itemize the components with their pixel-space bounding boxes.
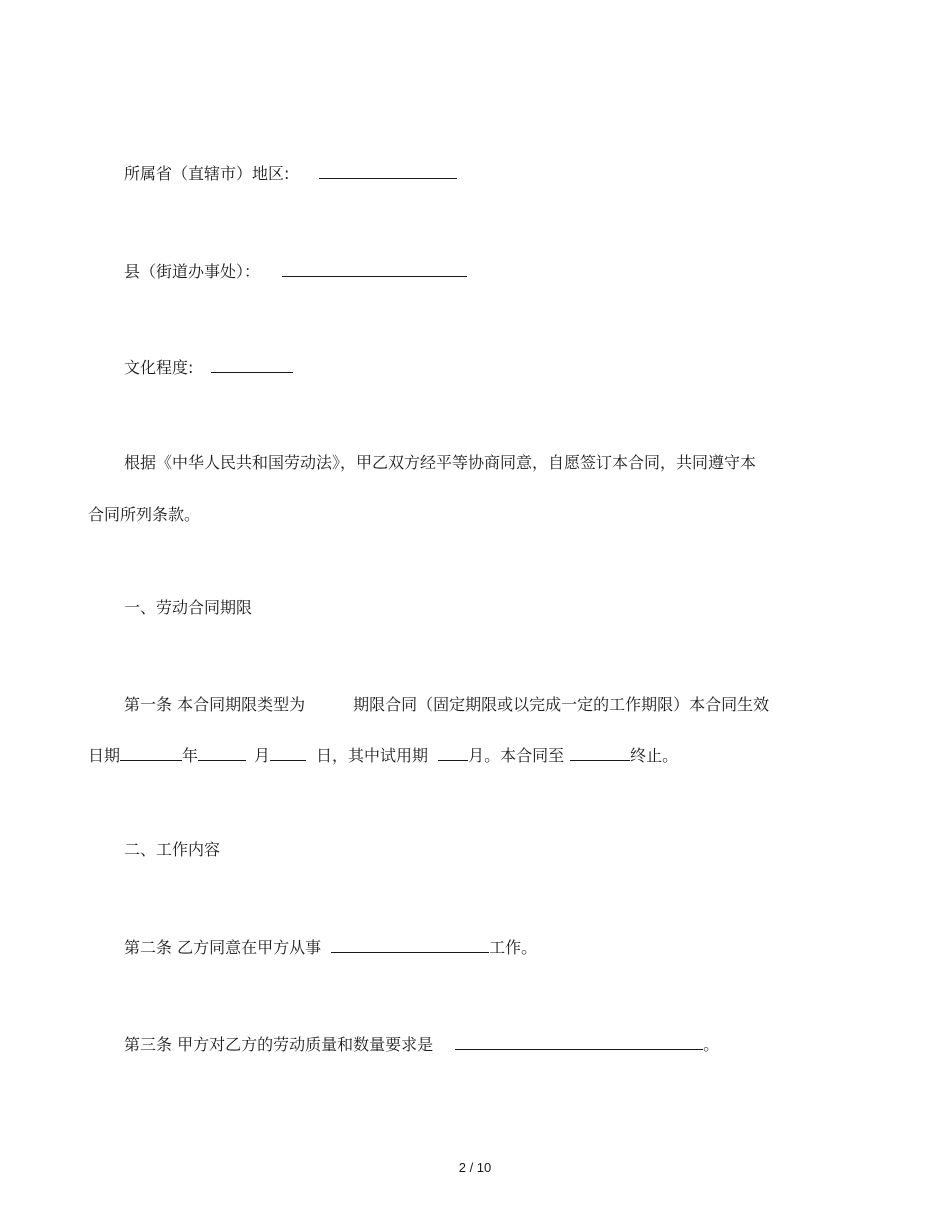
end-label: 终止。 (630, 746, 679, 765)
probation-month-label: 月。本合同至 (468, 746, 565, 765)
article-3-suffix: 。 (703, 1035, 720, 1054)
month-label: 月 (254, 746, 271, 765)
article-3-text: 第三条 甲方对乙方的劳动质量和数量要求是 (124, 1035, 434, 1054)
day-blank (270, 745, 306, 761)
end-date-blank (570, 745, 630, 761)
day-label: 日，其中试用期 (316, 746, 429, 765)
province-blank (319, 163, 457, 179)
article-3-line (124, 1034, 719, 1055)
county-field-row (124, 261, 467, 282)
job-blank (331, 937, 489, 953)
year-blank (120, 745, 182, 761)
education-label: 文化程度: (124, 358, 194, 377)
county-blank (282, 261, 467, 277)
preamble-line-1: 根据《中华人民共和国劳动法》，甲乙双方经平等协商同意，自愿签订本合同，共同遵守本 (124, 453, 757, 472)
month-blank (198, 745, 246, 761)
article-1-part-2: 期限合同（固定期限或以完成一定的工作期限）本合同生效 (353, 695, 770, 714)
page-number: 2 / 10 (458, 1160, 492, 1175)
preamble-line-2: 合同所列条款。 (88, 505, 201, 524)
year-label: 年 (182, 746, 199, 765)
education-field-row (124, 357, 293, 378)
article-2-line (124, 937, 537, 958)
article-2-text: 第二条 乙方同意在甲方从事 (124, 938, 322, 957)
article-2-suffix: 工作。 (489, 938, 538, 957)
province-label: 所属省（直辖市）地区: (124, 164, 290, 183)
quality-blank (455, 1034, 703, 1050)
probation-blank (438, 745, 468, 761)
section-1-heading: 一、劳动合同期限 (124, 598, 253, 617)
education-blank (211, 357, 293, 373)
section-2-heading: 二、工作内容 (124, 840, 221, 859)
article-1-part-1: 第一条 本合同期限类型为 (124, 695, 306, 714)
article-1-line-1 (124, 695, 769, 715)
province-field-row (124, 163, 457, 184)
effective-date-label: 日期 (88, 746, 121, 765)
county-label: 县（街道办事处）： (124, 262, 261, 281)
article-1-line-2 (88, 745, 678, 766)
